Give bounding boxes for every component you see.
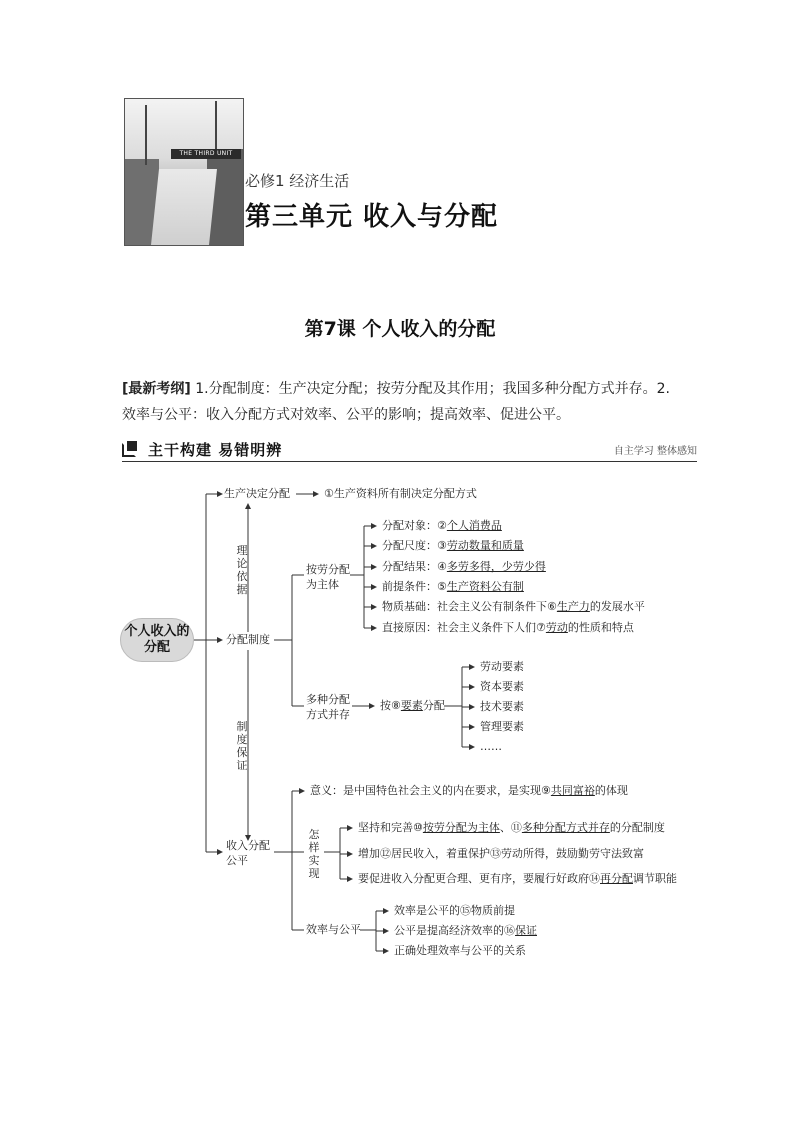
efficiency-item: 效率是公平的⑮物质前提 — [394, 904, 515, 917]
label-guarantee: 制度保证 — [236, 720, 248, 772]
fairness-meaning: 意义：是中国特色社会主义的内在要求，是实现⑨共同富裕的体现 — [310, 784, 628, 797]
how-item: 增加⑫居民收入，着重保护⑬劳动所得，鼓励勤劳守法致富 — [358, 847, 644, 860]
section-tags: 自主学习 整体感知 — [613, 446, 697, 457]
how-item: 坚持和完善⑩按劳分配为主体、⑪多种分配方式并存的分配制度 — [358, 821, 665, 834]
unit-subtitle: 必修1 经济生活 — [245, 172, 350, 190]
labor-item: 分配结果：④多劳多得，少劳少得 — [382, 560, 546, 573]
label-how: 怎样实现 — [308, 828, 320, 880]
mind-map-root: 个人收入的分配 — [120, 618, 194, 662]
labor-item: 分配对象：②个人消费品 — [382, 519, 502, 532]
factor-item: 劳动要素 — [480, 660, 524, 673]
outline-line1: 1.分配制度：生产决定分配；按劳分配及其作用；我国多种分配方式并存。2. — [195, 381, 670, 397]
labor-item: 前提条件：⑤生产资料公有制 — [382, 580, 524, 593]
sub-multi: 多种分配方式并存 — [306, 693, 350, 721]
outline-line2: 效率与公平：收入分配方式对效率、公平的影响；提高效率、促进公平。 — [122, 407, 570, 423]
labor-item: 直接原因：社会主义条件下人们⑦劳动的性质和特点 — [382, 621, 634, 634]
multi-factor-distribution: 按⑧要素分配 — [380, 699, 445, 712]
photo-banner: THE THIRD UNIT — [171, 149, 241, 159]
labor-item: 物质基础：社会主义公有制条件下⑥生产力的发展水平 — [382, 600, 645, 613]
factor-item: 技术要素 — [480, 700, 524, 713]
label-theory: 理论依据 — [236, 544, 248, 596]
labor-item: 分配尺度：③劳动数量和质量 — [382, 539, 524, 552]
factor-item: …… — [480, 740, 502, 753]
sub-labor: 按劳分配为主体 — [306, 563, 350, 591]
how-item: 要促进收入分配更合理、更有序，要履行好政府⑭再分配调节职能 — [358, 872, 677, 885]
lesson-title: 第7课 个人收入的分配 — [304, 318, 496, 340]
branch-production-leaf: ①生产资料所有制决定分配方式 — [324, 487, 477, 500]
branch-fairness: 收入分配公平 — [226, 839, 270, 867]
section-title: 主干构建 易错明辨 — [148, 441, 283, 459]
branch-efficiency: 效率与公平 — [306, 923, 361, 936]
branch-production: 生产决定分配 — [224, 487, 290, 500]
factor-item: 管理要素 — [480, 720, 524, 733]
unit-title: 第三单元 收入与分配 — [245, 202, 499, 232]
outline-tag: [最新考纲] — [122, 381, 191, 397]
efficiency-item: 正确处理效率与公平的关系 — [394, 944, 526, 957]
branch-system: 分配制度 — [226, 633, 270, 646]
factor-item: 资本要素 — [480, 680, 524, 693]
efficiency-item: 公平是提高经济效率的⑯保证 — [394, 924, 537, 937]
